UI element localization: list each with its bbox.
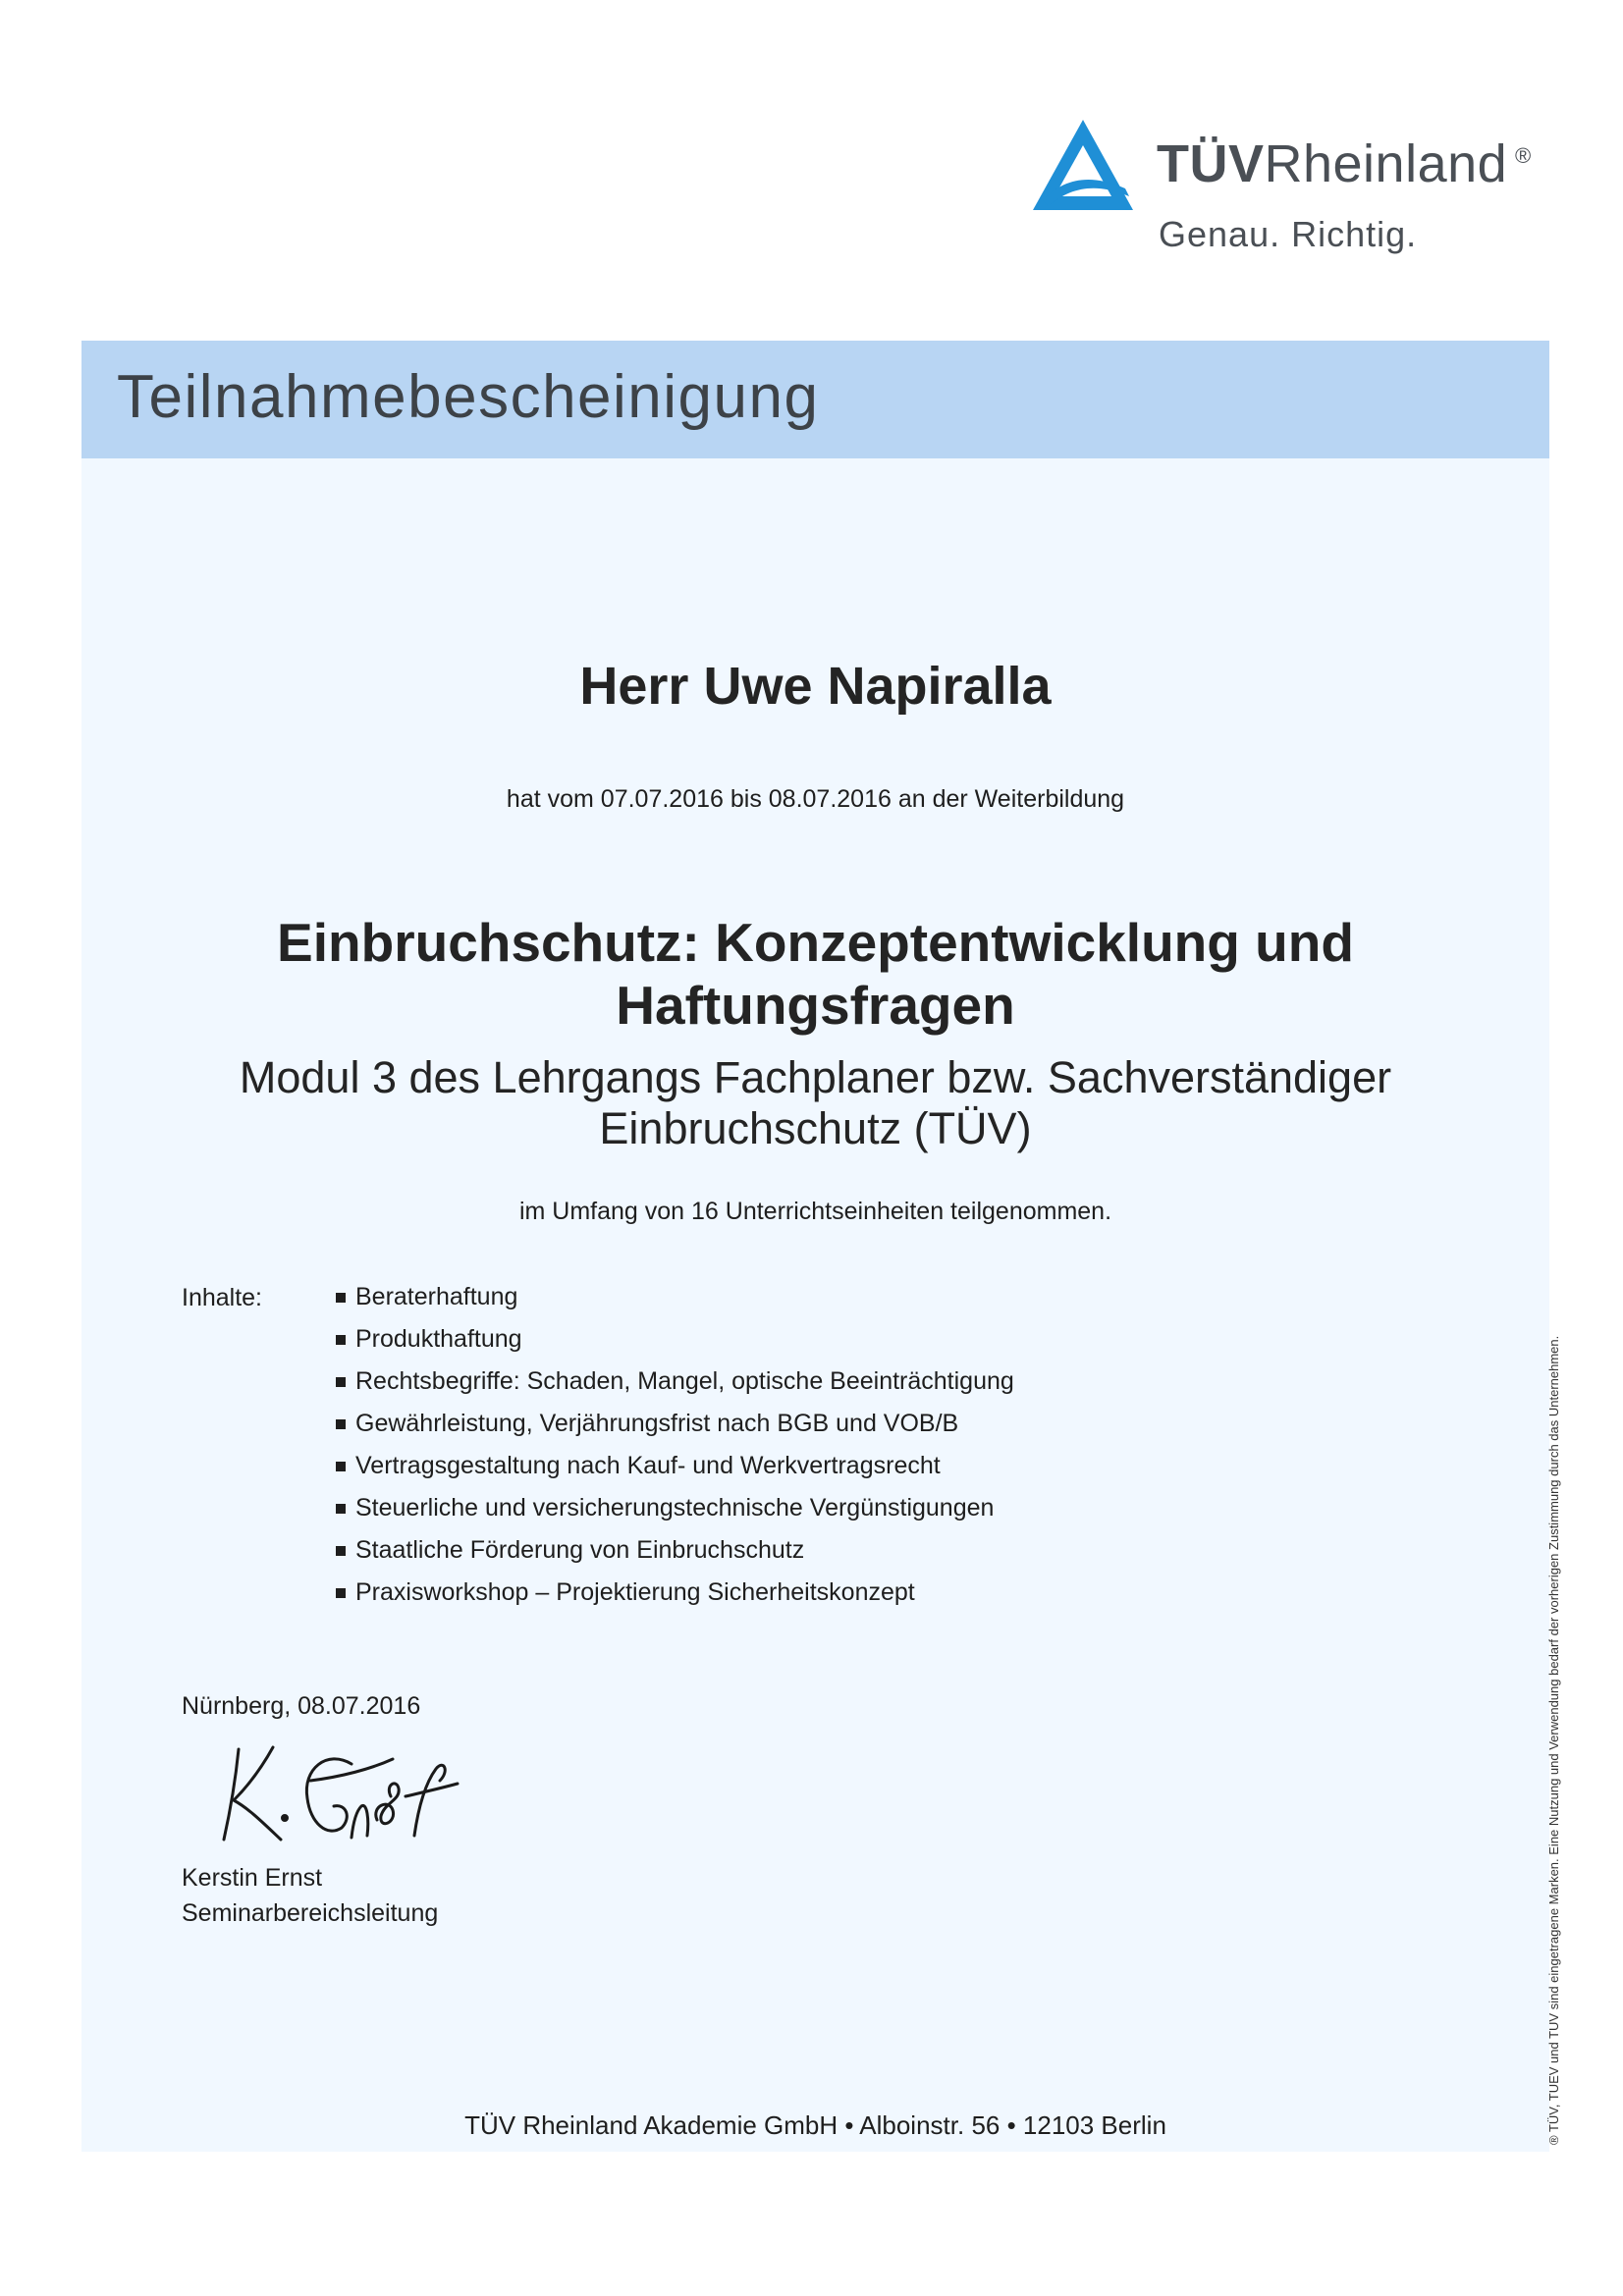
course-title-line: Einbruchschutz: Konzeptentwicklung und [277,912,1354,973]
course-title [81,911,1549,1037]
contents-list [336,1281,1014,1619]
square-bullet-icon [336,1588,346,1598]
square-bullet-icon [336,1419,346,1429]
document-title: Teilnahmebescheinigung [117,363,820,431]
list-item: Praxisworkshop – Projektierung Sicherheitskonzept [336,1576,1014,1619]
footer-address: TÜV Rheinland Akademie GmbH • Alboinstr. 56 • 12103 Berlin [464,2110,1166,2140]
list-item: Rechtsbegriffe: Schaden, Mangel, optische Beeinträchtigung [336,1365,1014,1408]
course-title-line: Haftungsfragen [616,975,1015,1036]
title-band [81,341,1549,458]
signer-name: Kerstin Ernst [182,1864,323,1892]
list-item: Staatliche Förderung von Einbruchschutz [336,1534,1014,1576]
square-bullet-icon [336,1377,346,1387]
tuv-triangle-icon [1029,116,1137,214]
course-subtitle-line: Modul 3 des Lehrgangs Fachplaner bzw. Sachverständiger [239,1052,1392,1102]
list-item: Vertragsgestaltung nach Kauf- und Werkvertragsrecht [336,1450,1014,1492]
list-item: Beraterhaftung [336,1281,1014,1323]
signer-block [182,1860,438,1931]
course-subtitle [81,1052,1549,1154]
participant-name: Herr Uwe Napiralla [579,657,1052,716]
square-bullet-icon [336,1335,346,1345]
list-item: Steuerliche und versicherungstechnische Vergünstigungen [336,1492,1014,1534]
course-subtitle-line: Einbruchschutz (TÜV) [599,1103,1032,1153]
registered-mark: ® [1515,143,1532,168]
square-bullet-icon [336,1546,346,1556]
intro-text: hat vom 07.07.2016 bis 08.07.2016 an der Weiterbildung [506,785,1125,813]
place-and-date: Nürnberg, 08.07.2016 [182,1692,421,1720]
square-bullet-icon [336,1293,346,1303]
signer-role: Seminarbereichsleitung [182,1899,439,1927]
handwritten-signature [204,1730,469,1857]
logo-tagline: Genau. Richtig. [1159,214,1418,254]
trademark-note: ® TÜV, TUEV und TUV sind eingetragene Marken. Eine Nutzung und Verwendung bedarf der vorherigen Zustimmung durch das Unternehmen. [1546,1335,1561,2145]
list-item: Gewährleistung, Verjährungsfrist nach BGB und VOB/B [336,1408,1014,1450]
logo-brand-text: TÜVRheinland [1157,134,1508,193]
list-item: Produkthaftung [336,1323,1014,1365]
contents-label: Inhalte: [182,1284,263,1311]
tuv-rheinland-logo [1029,116,1559,263]
scope-text: im Umfang von 16 Unterrichtseinheiten teilgenommen. [518,1198,1112,1225]
square-bullet-icon [336,1504,346,1514]
square-bullet-icon [336,1462,346,1471]
